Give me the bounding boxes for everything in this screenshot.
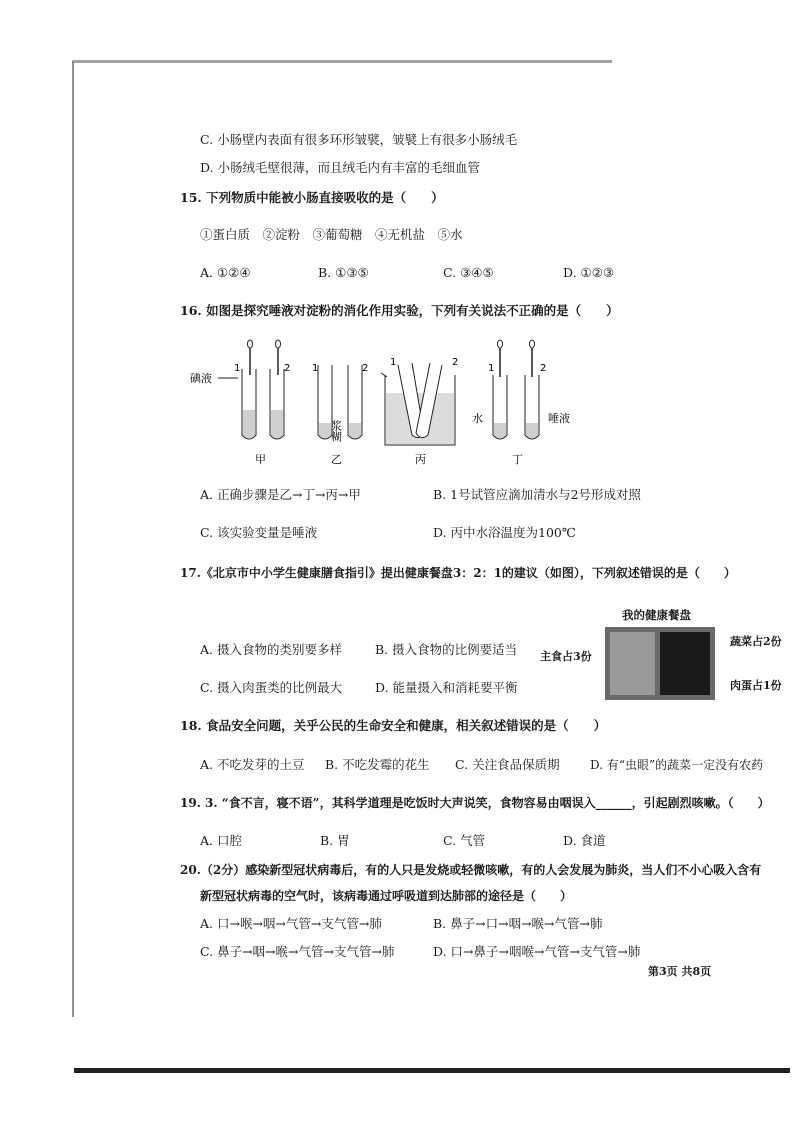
- q18-option-c: C. 关注食品保质期: [455, 757, 560, 772]
- tube2-label-yi: 2: [362, 363, 369, 374]
- q19-option-d: D. 食道: [563, 833, 606, 848]
- q16-option-c: C. 该实验变量是唾液: [200, 525, 318, 540]
- q16-experiment-figure: [190, 335, 570, 470]
- staple-section: [610, 632, 655, 695]
- saliva-label: 唾液: [548, 412, 570, 425]
- q20-stem-line1: 20.（2分）感染新型冠状病毒后，有的人只是发烧或轻微咳嗽，有的人会发展为肺炎，当人们不小心吸入含有: [180, 863, 762, 877]
- q19-option-a: A. 口腔: [200, 833, 242, 848]
- q14-option-c: C. 小肠壁内表面有很多环形皱襞，皱襞上有很多小肠绒毛: [200, 132, 518, 147]
- q16-option-b: B. 1号试管应滴加清水与2号形成对照: [433, 487, 642, 502]
- q15-option-a: A. ①②④: [200, 265, 251, 280]
- q15-option-c: C. ③④⑤: [443, 265, 494, 280]
- test-tube-icon: [242, 369, 284, 439]
- panel-label-jia: 甲: [255, 453, 266, 466]
- q18-option-b: B. 不吃发霉的花生: [325, 757, 430, 772]
- q18-stem: 18. 食品安全问题，关乎公民的生命安全和健康，相关叙述错误的是（ ）: [180, 718, 607, 733]
- test-tube-icon: [493, 375, 539, 439]
- panel-label-yi: 乙: [331, 453, 342, 466]
- staple-label: 主食占3份: [540, 650, 592, 663]
- vegetable-label: 蔬菜占2份: [730, 635, 782, 648]
- tube2-label: 2: [284, 363, 291, 374]
- tube1-label-yi: 1: [312, 363, 319, 374]
- dropper-icon: [248, 340, 281, 375]
- water-label: 水: [472, 412, 483, 425]
- iodine-label: 碘液: [190, 372, 212, 385]
- panel-label-bing: 丙: [415, 453, 426, 466]
- panel-label-ding: 丁: [512, 453, 523, 466]
- q16-stem: 16. 如图是探究唾液对淀粉的消化作用实验，下列有关说法不正确的是（ ）: [180, 303, 619, 318]
- q15-option-d: D. ①②③: [563, 265, 615, 280]
- q20-option-b: B. 鼻子→口→咽→喉→气管→肺: [433, 916, 603, 931]
- page-number: 第3页 共8页: [648, 965, 712, 978]
- beaker-icon: [381, 363, 455, 445]
- q17-option-b: B. 摄入食物的比例要适当: [375, 642, 518, 657]
- tube2-label-bing: 2: [452, 357, 459, 368]
- q17-option-a: A. 摄入食物的类别要多样: [200, 642, 342, 657]
- q15-stem: 15. 下列物质中能被小肠直接吸收的是（ ）: [180, 190, 444, 205]
- q20-option-d: D. 口→鼻子→咽喉→气管→支气管→肺: [433, 944, 641, 959]
- dropper-icon: [498, 340, 535, 377]
- tube1-label-bing: 1: [390, 357, 397, 368]
- q18-option-a: A. 不吃发芽的土豆: [200, 757, 305, 772]
- q14-option-d: D. 小肠绒毛壁很薄，而且绒毛内有丰富的毛细血管: [200, 160, 481, 175]
- q17-stem: 17.《北京市中小学生健康膳食指引》提出健康餐盘3：2：1的建议（如图），下列叙述错误的是（ ）: [180, 566, 736, 580]
- healthy-plate-image: [605, 627, 715, 700]
- q16-option-d: D. 丙中水浴温度为100℃: [433, 525, 576, 540]
- q17-option-c: C. 摄入肉蛋类的比例最大: [200, 680, 343, 695]
- q19-stem: 19. 3. “食不言，寝不语”，其科学道理是吃饭时大声说笑，食物容易由咽误入______，引起剧烈咳嗽。（ ）: [180, 796, 770, 810]
- starch-label: 浆糊: [329, 420, 343, 442]
- meat-label: 肉蛋占1份: [730, 679, 782, 692]
- q19-option-c: C. 气管: [443, 833, 486, 848]
- q16-option-a: A. 正确步骤是乙→丁→丙→甲: [200, 487, 361, 502]
- vegetable-meat-section: [660, 632, 710, 695]
- q15-items: ①蛋白质 ②淀粉 ③葡萄糖 ④无机盐 ⑤水: [200, 227, 463, 242]
- tube2-label-ding: 2: [540, 363, 547, 374]
- q20-stem-line2: 新型冠状病毒的空气时，该病毒通过呼吸道到达肺部的途径是（ ）: [200, 889, 573, 903]
- q17-option-d: D. 能量摄入和消耗要平衡: [375, 680, 518, 695]
- q15-option-b: B. ①③⑤: [318, 265, 369, 280]
- q20-option-c: C. 鼻子→咽→喉→气管→支气管→肺: [200, 944, 395, 959]
- tube1-label: 1: [234, 363, 241, 374]
- plate-title: 我的健康餐盘: [622, 608, 691, 622]
- q20-option-a: A. 口→喉→咽→气管→支气管→肺: [200, 916, 382, 931]
- q19-option-b: B. 胃: [320, 833, 350, 848]
- q18-option-d: D. 有“虫眼”的蔬菜一定没有农药: [590, 758, 764, 772]
- tube1-label-ding: 1: [488, 363, 495, 374]
